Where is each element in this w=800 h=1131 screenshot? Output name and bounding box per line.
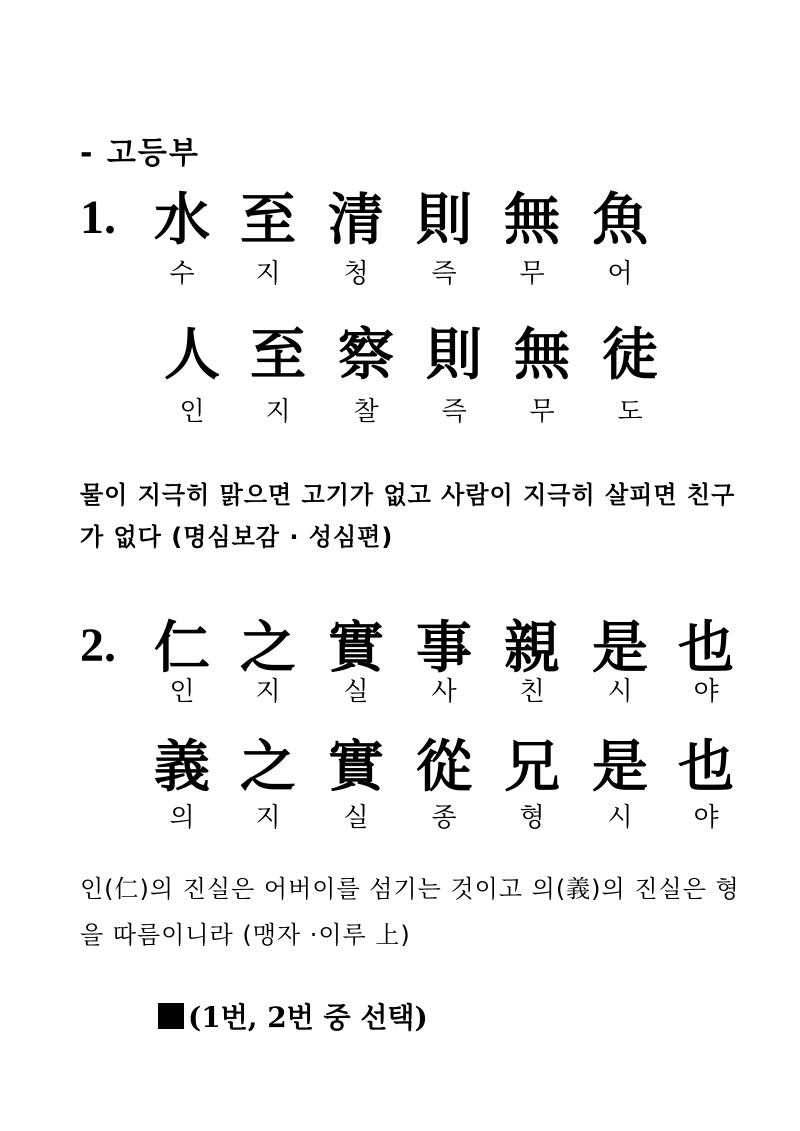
hanja-char: 親 — [504, 615, 560, 681]
reading-char: 인 — [169, 677, 195, 707]
hanja-char: 事 — [416, 615, 472, 681]
hanja-char: 是 — [592, 615, 648, 681]
reading-char: 찰 — [353, 397, 379, 427]
hanja-char: 水 — [154, 187, 210, 253]
hanja-char: 魚 — [592, 187, 648, 253]
hanja-char: 察 — [338, 322, 394, 388]
reading-char: 시 — [607, 803, 633, 833]
reading-char: 종 — [431, 803, 457, 833]
reading-char: 지 — [255, 803, 281, 833]
hanja-char: 至 — [240, 187, 296, 253]
hanja-char: 仁 — [154, 615, 210, 681]
reading-char: 어 — [607, 259, 633, 289]
reading-char: 시 — [607, 677, 633, 707]
hanja-char: 義 — [154, 734, 210, 800]
reading-char: 의 — [169, 803, 195, 833]
item-number: 1. — [80, 191, 116, 244]
reading-line — [0, 392, 800, 432]
selection-note — [158, 996, 428, 1036]
reading-char: 지 — [255, 259, 281, 289]
hanja-char: 則 — [426, 322, 482, 388]
hanja-char: 之 — [240, 734, 296, 800]
reading-char: 친 — [519, 677, 545, 707]
reading-char: 지 — [265, 397, 291, 427]
reading-line — [0, 798, 800, 838]
reading-char: 청 — [343, 259, 369, 289]
reading-char: 수 — [169, 259, 195, 289]
hanja-char: 徒 — [602, 322, 658, 388]
reading-char: 도 — [617, 397, 643, 427]
reading-char: 인 — [179, 397, 205, 427]
hanja-char: 兄 — [504, 734, 560, 800]
reading-char: 즉 — [431, 259, 457, 289]
selection-note-text: (1번, 2번 중 선택) — [188, 1001, 428, 1034]
reading-char: 실 — [343, 677, 369, 707]
reading-line — [0, 254, 800, 294]
hanja-char: 人 — [164, 322, 220, 388]
hanja-char: 無 — [514, 322, 570, 388]
reading-char: 형 — [519, 803, 545, 833]
reading-char: 무 — [519, 259, 545, 289]
reading-char: 실 — [343, 803, 369, 833]
black-square-icon — [158, 1003, 184, 1029]
hanja-char: 從 — [416, 734, 472, 800]
hanja-char: 至 — [250, 322, 306, 388]
reading-char: 야 — [693, 677, 719, 707]
hanja-char: 無 — [504, 187, 560, 253]
hanja-char: 實 — [328, 734, 384, 800]
hanja-char: 也 — [678, 734, 734, 800]
hanja-line — [0, 320, 800, 390]
reading-char: 야 — [693, 803, 719, 833]
reading-line — [0, 672, 800, 712]
hanja-char: 實 — [328, 615, 384, 681]
hanja-char: 是 — [592, 734, 648, 800]
translation-text: 물이 지극히 맑으면 고기가 없고 사람이 지극히 살피면 친구가 없다 (명심보감 · 성심편) — [80, 481, 736, 551]
hanja-char: 也 — [678, 615, 734, 681]
translation-text: 인(仁)의 진실은 어버이를 섬기는 것이고 의(義)의 진실은 형을 따름이니라 (맹자 ·이루 上) — [80, 875, 740, 949]
reading-char: 무 — [529, 397, 555, 427]
hanja-char: 清 — [328, 187, 384, 253]
item-number: 2. — [80, 619, 116, 672]
hanja-char: 之 — [240, 615, 296, 681]
hanja-line — [0, 185, 800, 255]
hanja-line — [0, 732, 800, 802]
section-label: - 고등부 — [80, 136, 200, 171]
reading-char: 사 — [431, 677, 457, 707]
reading-char: 즉 — [441, 397, 467, 427]
reading-char: 지 — [255, 677, 281, 707]
hanja-char: 則 — [416, 187, 472, 253]
